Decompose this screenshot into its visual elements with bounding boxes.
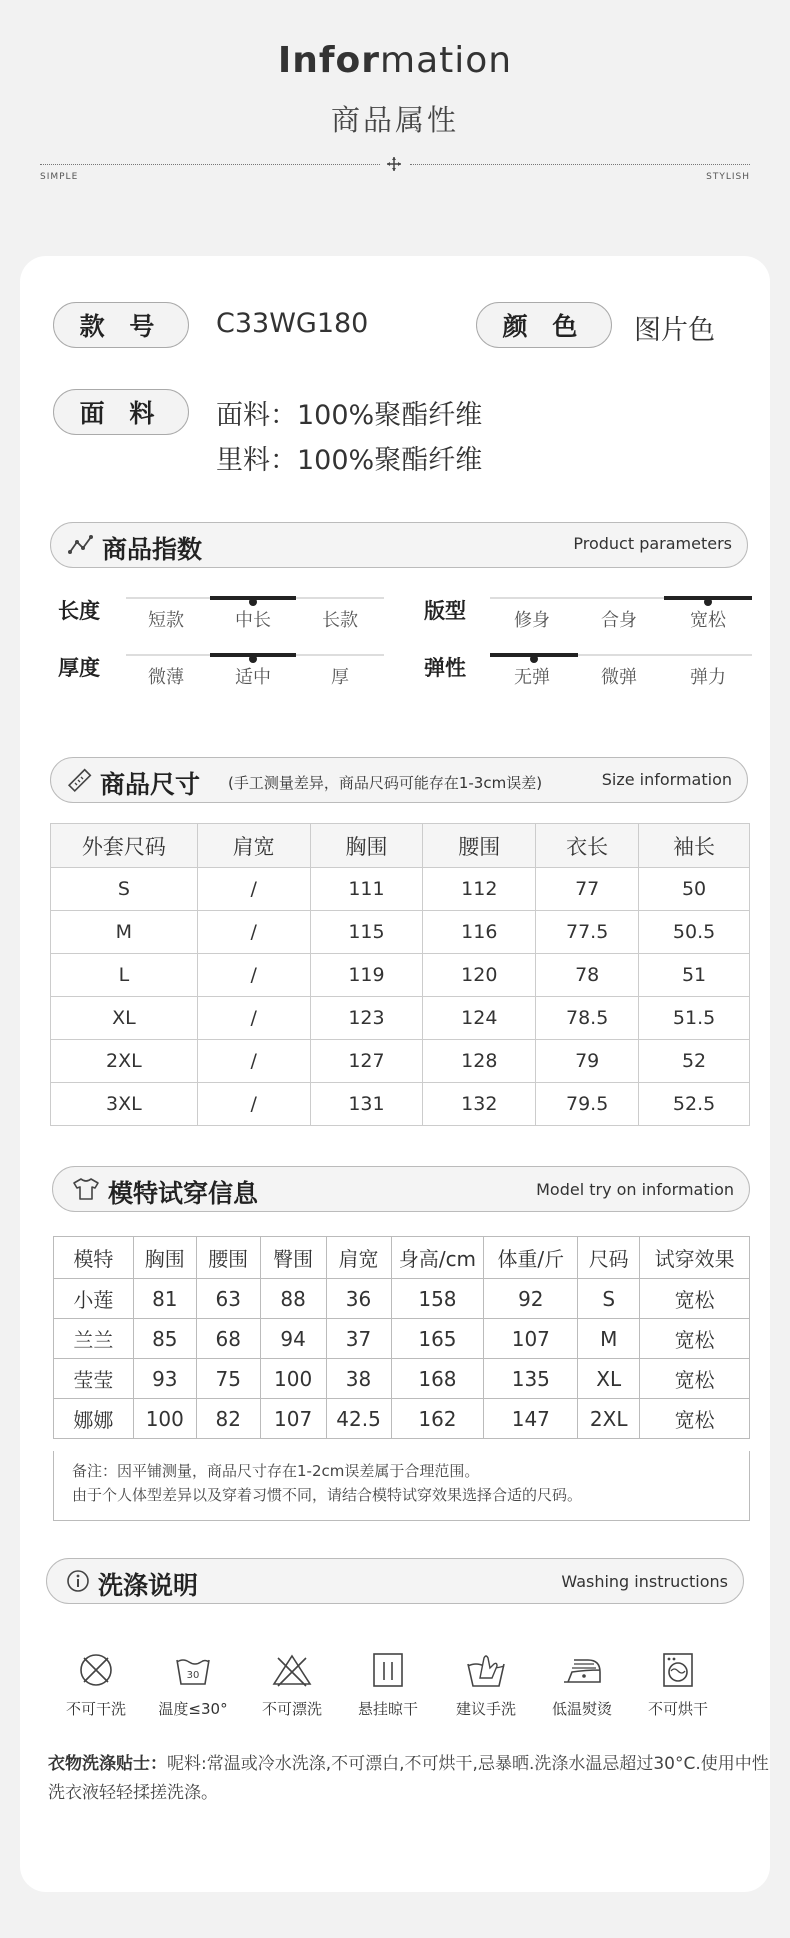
table-cell: 115 <box>310 911 423 954</box>
index-label-elasticity: 弹性 <box>424 656 466 680</box>
table-cell: 52.5 <box>639 1083 750 1126</box>
model-header-row <box>54 1237 750 1279</box>
table-row <box>51 911 750 954</box>
wash-label: 不可漂洗 <box>261 1700 322 1718</box>
ruler-icon <box>66 768 92 794</box>
table-row <box>54 1359 750 1399</box>
table-cell: 77.5 <box>536 911 639 954</box>
table-cell: 娜娜 <box>54 1399 134 1439</box>
index-label-length: 长度 <box>58 599 100 623</box>
model-col-header: 模特 <box>54 1237 134 1279</box>
wash-tip-label: 衣物洗涤贴士： <box>48 1754 167 1774</box>
fit-opt-1: 修身 <box>514 610 550 631</box>
table-cell: 莹莹 <box>54 1359 134 1399</box>
size-header-row <box>51 824 750 868</box>
table-cell: 127 <box>310 1040 423 1083</box>
table-cell: 107 <box>484 1319 578 1359</box>
model-col-header: 体重/斤 <box>484 1237 578 1279</box>
size-col-header: 衣长 <box>536 824 639 868</box>
size-note: (手工测量差异，商品尺码可能存在1-3cm误差) <box>228 774 543 792</box>
length-marker <box>249 598 257 606</box>
table-cell: 51.5 <box>639 997 750 1040</box>
page-title: Information <box>277 40 513 81</box>
table-cell: 3XL <box>51 1083 198 1126</box>
table-cell: 124 <box>423 997 536 1040</box>
wash-title-en: Washing instructions <box>561 1572 728 1591</box>
wash-item-temp <box>145 1650 241 1719</box>
table-cell: 38 <box>326 1359 391 1399</box>
model-col-header: 身高/cm <box>391 1237 484 1279</box>
table-cell: 147 <box>484 1399 578 1439</box>
wash-item-hand-wash <box>438 1650 534 1719</box>
table-cell: 131 <box>310 1083 423 1126</box>
table-cell: / <box>197 954 310 997</box>
table-row <box>51 997 750 1040</box>
table-cell: 120 <box>423 954 536 997</box>
table-cell: 51 <box>639 954 750 997</box>
size-col-header: 肩宽 <box>197 824 310 868</box>
table-cell: 兰兰 <box>54 1319 134 1359</box>
index-title-en: Product parameters <box>573 534 732 553</box>
color-value: 图片色 <box>634 315 715 346</box>
table-cell: / <box>197 1083 310 1126</box>
table-cell: XL <box>51 997 198 1040</box>
svg-text:30: 30 <box>186 1670 200 1681</box>
table-cell: 77 <box>536 868 639 911</box>
table-cell: 123 <box>310 997 423 1040</box>
table-cell: 52 <box>639 1040 750 1083</box>
stylish-tag: STYLISH <box>706 172 750 182</box>
length-opt-2: 中长 <box>235 610 271 631</box>
table-cell: 79.5 <box>536 1083 639 1126</box>
size-col-header: 外套尺码 <box>51 824 198 868</box>
wash-item-no-tumble <box>630 1650 726 1719</box>
wash-30-icon <box>171 1650 215 1690</box>
table-cell: L <box>51 954 198 997</box>
table-cell: 36 <box>326 1279 391 1319</box>
table-cell: 132 <box>423 1083 536 1126</box>
table-row <box>54 1279 750 1319</box>
page-subtitle: 商品属性 <box>330 103 459 137</box>
table-cell: M <box>51 911 198 954</box>
table-row <box>51 954 750 997</box>
table-cell: 85 <box>133 1319 196 1359</box>
divider-right <box>410 164 750 165</box>
table-cell: 75 <box>196 1359 260 1399</box>
thickness-opt-1: 微薄 <box>148 667 184 688</box>
note-line: 由于个人体型差异以及穿着习惯不同，请结合模特试穿效果选择合适的尺码。 <box>72 1486 583 1504</box>
model-col-header: 臀围 <box>260 1237 326 1279</box>
table-cell: / <box>197 997 310 1040</box>
size-table <box>50 823 750 1126</box>
table-cell: 42.5 <box>326 1399 391 1439</box>
hand-wash-icon <box>464 1650 508 1690</box>
wash-label: 建议手洗 <box>455 1700 516 1718</box>
table-cell: 82 <box>196 1399 260 1439</box>
table-cell: 宽松 <box>640 1319 750 1359</box>
table-cell: 2XL <box>51 1040 198 1083</box>
table-cell: 116 <box>423 911 536 954</box>
thickness-opt-2: 适中 <box>235 667 271 688</box>
trend-line-icon <box>68 534 94 556</box>
wash-label: 不可干洗 <box>65 1700 126 1718</box>
table-cell: / <box>197 911 310 954</box>
table-cell: 37 <box>326 1319 391 1359</box>
table-cell: 50.5 <box>639 911 750 954</box>
table-cell: 165 <box>391 1319 484 1359</box>
table-cell: 168 <box>391 1359 484 1399</box>
table-row <box>51 868 750 911</box>
wash-item-no-bleach <box>244 1650 340 1719</box>
table-cell: 112 <box>423 868 536 911</box>
table-cell: 93 <box>133 1359 196 1399</box>
no-bleach-icon <box>270 1650 314 1690</box>
elasticity-marker <box>530 655 538 663</box>
hang-dry-icon <box>366 1650 410 1690</box>
model-title: 模特试穿信息 <box>108 1179 259 1208</box>
info-icon <box>66 1569 90 1593</box>
length-opt-1: 短款 <box>148 610 184 631</box>
style-no-value: C33WG180 <box>216 308 369 339</box>
table-cell: 81 <box>133 1279 196 1319</box>
simple-tag: SIMPLE <box>40 172 79 182</box>
model-col-header: 腰围 <box>196 1237 260 1279</box>
fit-marker <box>704 598 712 606</box>
model-col-header: 胸围 <box>133 1237 196 1279</box>
table-cell: 128 <box>423 1040 536 1083</box>
fabric-label: 面 料 <box>53 389 189 435</box>
wash-tip-text: 呢料:常温或冷水洗涤,不可漂白,不可烘干,忌暴晒.洗涤水温忌超过30°C.使用中性洗衣液轻轻揉搓洗涤。 <box>48 1754 769 1803</box>
color-label: 颜 色 <box>476 302 612 348</box>
table-cell: XL <box>578 1359 640 1399</box>
no-tumble-dry-icon <box>656 1650 700 1690</box>
length-opt-3: 长款 <box>322 610 358 631</box>
table-row <box>54 1399 750 1439</box>
index-label-thickness: 厚度 <box>58 656 100 680</box>
no-wash-icon <box>74 1650 118 1690</box>
model-col-header: 尺码 <box>578 1237 640 1279</box>
table-cell: 100 <box>260 1359 326 1399</box>
model-col-header: 试穿效果 <box>640 1237 750 1279</box>
lining-line: 里料：100%聚酯纤维 <box>216 445 483 476</box>
table-cell: 88 <box>260 1279 326 1319</box>
wash-tip <box>48 1750 770 1808</box>
note-line: 备注：因平铺测量，商品尺寸存在1-2cm误差属于合理范围。 <box>72 1462 480 1480</box>
table-cell: 宽松 <box>640 1279 750 1319</box>
elasticity-opt-3: 弹力 <box>690 667 726 688</box>
table-cell: 162 <box>391 1399 484 1439</box>
table-cell: 135 <box>484 1359 578 1399</box>
style-no-label: 款 号 <box>53 302 189 348</box>
size-title: 商品尺寸 <box>100 770 201 799</box>
low-iron-icon <box>560 1650 604 1690</box>
table-cell: 宽松 <box>640 1399 750 1439</box>
model-notes <box>53 1451 750 1521</box>
wash-label: 悬挂晾干 <box>357 1700 418 1718</box>
table-cell: 94 <box>260 1319 326 1359</box>
index-label-fit: 版型 <box>424 599 466 623</box>
size-col-header: 胸围 <box>310 824 423 868</box>
size-col-header: 袖长 <box>639 824 750 868</box>
wash-item-no-dry-clean <box>48 1650 144 1719</box>
model-col-header: 肩宽 <box>326 1237 391 1279</box>
fit-opt-2: 合身 <box>601 610 637 631</box>
table-cell: M <box>578 1319 640 1359</box>
table-cell: S <box>578 1279 640 1319</box>
model-title-en: Model try on information <box>536 1180 734 1199</box>
cross-ornament-icon <box>386 156 402 172</box>
table-cell: 68 <box>196 1319 260 1359</box>
index-title: 商品指数 <box>102 535 203 564</box>
table-cell: 宽松 <box>640 1359 750 1399</box>
fabric-line: 面料：100%聚酯纤维 <box>216 400 483 431</box>
wash-label: 温度≤30° <box>158 1700 228 1718</box>
divider-left <box>40 164 380 165</box>
table-row <box>54 1319 750 1359</box>
table-cell: 小莲 <box>54 1279 134 1319</box>
table-cell: 111 <box>310 868 423 911</box>
table-cell: / <box>197 1040 310 1083</box>
fit-opt-3: 宽松 <box>690 610 726 631</box>
table-row <box>51 1040 750 1083</box>
elasticity-opt-1: 无弹 <box>514 667 550 688</box>
table-cell: 79 <box>536 1040 639 1083</box>
tshirt-icon <box>72 1177 100 1201</box>
table-cell: S <box>51 868 198 911</box>
table-cell: 107 <box>260 1399 326 1439</box>
table-cell: 63 <box>196 1279 260 1319</box>
table-cell: 100 <box>133 1399 196 1439</box>
wash-title: 洗涤说明 <box>98 1571 199 1600</box>
wash-label: 不可烘干 <box>647 1700 708 1718</box>
table-cell: 78.5 <box>536 997 639 1040</box>
thickness-opt-3: 厚 <box>331 667 349 688</box>
table-cell: 119 <box>310 954 423 997</box>
model-table <box>53 1236 750 1439</box>
size-title-en: Size information <box>601 770 732 789</box>
size-col-header: 腰围 <box>423 824 536 868</box>
table-cell: / <box>197 868 310 911</box>
table-cell: 78 <box>536 954 639 997</box>
thickness-marker <box>249 655 257 663</box>
table-cell: 158 <box>391 1279 484 1319</box>
table-cell: 50 <box>639 868 750 911</box>
table-cell: 92 <box>484 1279 578 1319</box>
wash-label: 低温熨烫 <box>551 1700 612 1718</box>
table-row <box>51 1083 750 1126</box>
wash-item-low-iron <box>534 1650 630 1719</box>
table-cell: 2XL <box>578 1399 640 1439</box>
elasticity-opt-2: 微弹 <box>601 667 637 688</box>
wash-item-hang-dry <box>340 1650 436 1719</box>
